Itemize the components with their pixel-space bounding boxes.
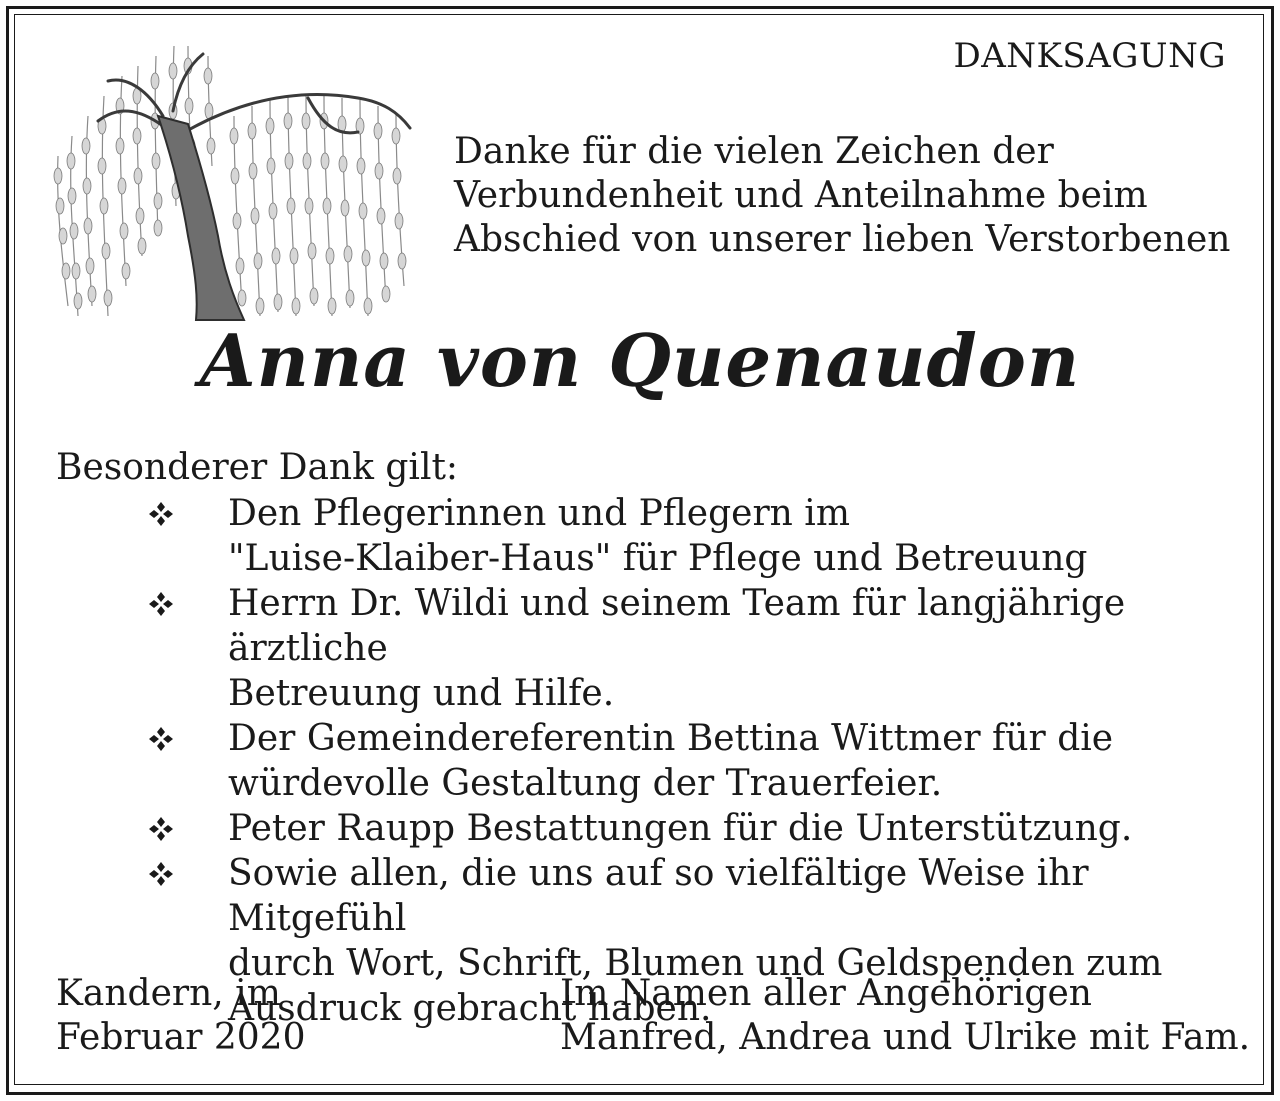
- place-date: Kandern, im Februar 2020: [56, 973, 306, 1058]
- list-item-text: Peter Raupp Bestattungen für die Unterstützung.: [228, 808, 1133, 849]
- list-item: [56, 581, 1256, 716]
- list-item-text: Der Gemeindereferentin Bettina Wittmer für die würdevolle Gestaltung der Trauerfeier.: [228, 718, 1114, 804]
- deceased-name: Anna von Quenaudon: [199, 318, 1081, 403]
- intro-text: [454, 130, 1254, 262]
- list-item: [56, 716, 1256, 806]
- intro-line: Danke für die vielen Zeichen der: [454, 131, 1054, 172]
- list-item: [56, 491, 1256, 581]
- list-item-text: Sowie allen, die uns auf so vielfältige Weise ihr Mitgefühl durch Wort, Schrift, Blumen und Geldspenden zum Ausdruck gebracht haben.: [228, 853, 1163, 1029]
- intro-line: Verbundenheit und Anteilnahme beim: [454, 175, 1148, 216]
- four-diamond-bullet-icon: [148, 501, 174, 527]
- list-item-text: Herrn Dr. Wildi und seinem Team für langjährige ärztliche Betreuung und Hilfe.: [228, 583, 1126, 714]
- weeping-willow-icon: [38, 36, 426, 324]
- signature: Im Namen aller Angehörigen Manfred, Andrea und Ulrike mit Fam.: [560, 973, 1251, 1058]
- intro-line: Abschied von unserer lieben Verstorbenen: [454, 219, 1231, 260]
- thanks-list: [56, 491, 1256, 1031]
- list-item-text: Den Pflegerinnen und Pflegern im "Luise-Klaiber-Haus" für Pflege und Betreuung: [228, 493, 1088, 579]
- thanks-heading: Besonderer Dank gilt:: [56, 447, 459, 488]
- list-item: [56, 806, 1256, 851]
- four-diamond-bullet-icon: [148, 861, 174, 887]
- four-diamond-bullet-icon: [148, 726, 174, 752]
- four-diamond-bullet-icon: [148, 591, 174, 617]
- heading-danksagung: DANKSAGUNG: [953, 36, 1226, 76]
- four-diamond-bullet-icon: [148, 816, 174, 842]
